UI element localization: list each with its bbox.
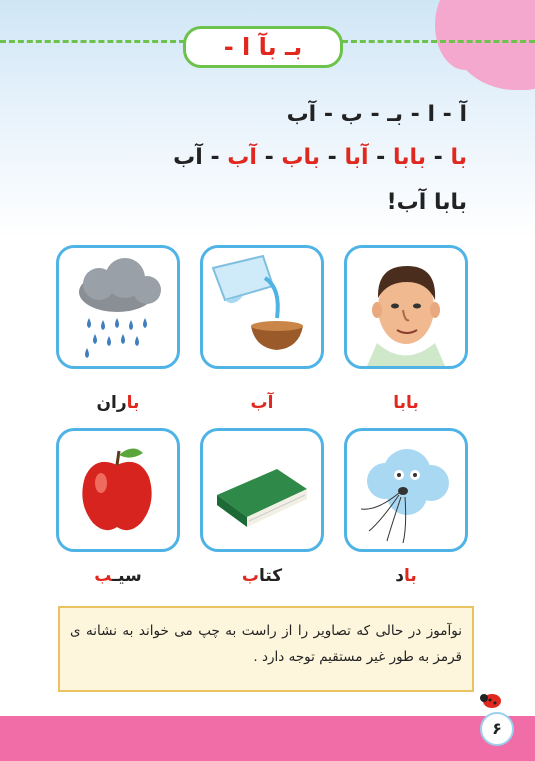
book-icon	[203, 431, 321, 549]
label-part: آب	[250, 393, 274, 413]
wind-cloud-icon	[347, 431, 465, 549]
syllable-part: آبا	[344, 145, 369, 170]
water-pour-icon	[203, 248, 321, 366]
label-part: کتا	[258, 566, 283, 586]
syllable-part: -	[368, 145, 393, 170]
father-face-icon	[347, 248, 465, 366]
syllable-part: آب	[227, 145, 257, 170]
card-label-book	[200, 566, 324, 586]
label-part: با	[126, 393, 140, 413]
label-part: با	[403, 566, 417, 586]
green-divider-left	[0, 40, 185, 43]
card-apple	[56, 428, 180, 552]
lesson-title-box	[183, 26, 343, 68]
card-label-apple	[56, 566, 180, 586]
card-label-wind	[344, 566, 468, 586]
card-rain	[56, 245, 180, 369]
syllable-part: با	[450, 145, 467, 170]
syllable-part: -	[320, 145, 345, 170]
rain-cloud-icon	[59, 248, 177, 366]
card-label-father	[344, 393, 468, 413]
syllable-part: بابا	[392, 145, 427, 170]
syllable-part: -	[426, 145, 451, 170]
card-wind	[344, 428, 468, 552]
ladybug-icon	[480, 690, 502, 708]
label-part: ران	[96, 393, 127, 413]
label-part: ب	[241, 566, 259, 586]
page-number: ۶	[480, 712, 514, 746]
label-part: ب	[94, 566, 113, 586]
syllable-part: - آب	[173, 145, 228, 170]
card-book	[200, 428, 324, 552]
syllables-line	[173, 145, 467, 170]
lesson-title	[224, 33, 303, 61]
label-part: بابا	[393, 393, 419, 413]
syllable-part: -	[256, 145, 282, 170]
teacher-note: نوآموز در حالی که تصاویر را از راست به چپ می خواند به نشانه ی قرمز به طور غیر مستقیم توجه دارد .	[58, 606, 474, 692]
card-water	[200, 245, 324, 369]
green-divider-right	[342, 40, 535, 43]
card-label-rain	[56, 393, 180, 413]
card-label-water	[200, 393, 324, 413]
label-part: سیـ	[112, 566, 142, 586]
sentence-line: بابا آب!	[386, 190, 467, 215]
syllable-part: باب	[281, 145, 320, 170]
apple-icon	[59, 431, 177, 549]
card-father	[344, 245, 468, 369]
title-letters-a: آ ا -	[223, 33, 268, 61]
title-letters-b: بـ ب	[267, 33, 303, 61]
label-part: د	[395, 566, 404, 586]
footer-bar	[0, 716, 535, 761]
letters-line: آ - ا - بـ - ب - آب	[286, 102, 467, 127]
